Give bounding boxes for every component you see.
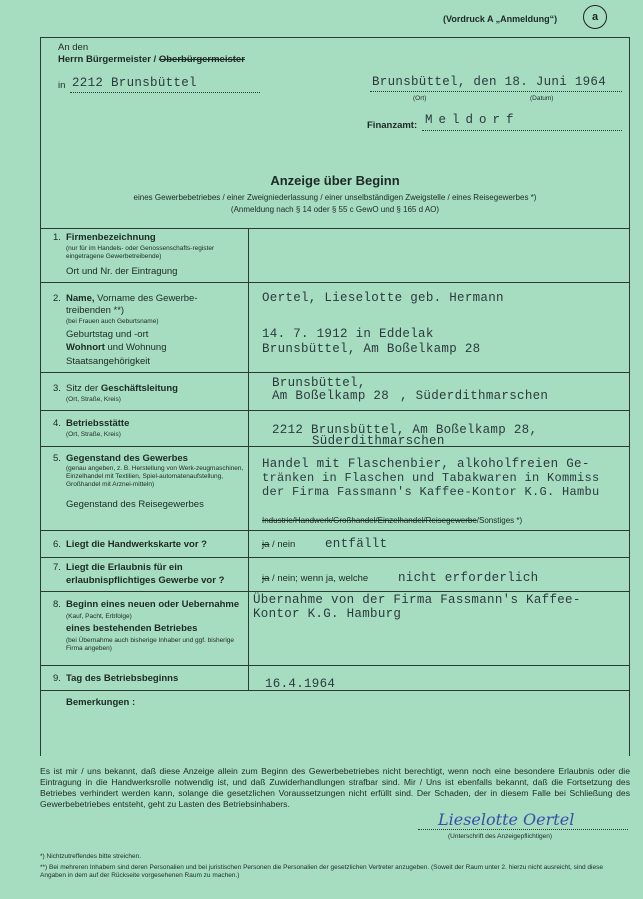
row2-number: 2.	[53, 293, 61, 304]
row9-value: 16.4.1964	[265, 677, 336, 691]
row6-number: 6.	[53, 539, 61, 550]
row5-number: 5.	[53, 453, 61, 464]
row5-value-2: tränken in Flaschen und Tabakwaren in Kommiss	[262, 471, 600, 485]
row1-note: (nur für im Handels- oder Genossenschafts-register eingetragene Gewerbetreibende)	[66, 245, 215, 260]
signature-caption: (Unterschrift des Anzeigepflichtigen)	[448, 833, 553, 840]
row4-value-1: 2212 Brunsbüttel, Am Boßelkamp 28,	[272, 423, 538, 437]
row3-label: Sitz der Geschäftsleitung	[66, 383, 178, 394]
grid-line	[40, 557, 630, 558]
declaration-text: Es ist mir / uns bekannt, daß diese Anzeige allein zum Beginn des Gewerbebetriebes nicht berechtigt, wenn noch eine besondere Erlaubnis oder die Eintragung in die Handwerksrolle notwendig ist, und daß Zuwiderhandlungen strafbar sind. Mir / Uns ist ebenfalls bekannt, daß die Fortsetzung des Betriebes verhindert werden kann, solange die gesetzlichen Voraussetzungen nicht erfüllt sind. Der Schaden, der in diesem Falle bei Schließung des Gewerbebetriebes entsteht, geht zu Lasten des Betriebsinhabers.	[40, 766, 630, 809]
grid-line	[40, 410, 630, 411]
row2-sub1: Geburtstag und -ort	[66, 329, 149, 340]
row2-note: (bei Frauen auch Geburtsname)	[66, 318, 159, 325]
row3-note: (Ort, Straße, Kreis)	[66, 396, 121, 403]
signature-line	[418, 829, 628, 830]
finanzamt-value: Meldorf	[425, 113, 520, 127]
form-subtitle-2: (Anmeldung nach § 14 oder § 55 c GewO und § 165 d AO)	[230, 205, 440, 214]
recipient-label	[58, 54, 245, 66]
row5-label: Gegenstand des Gewerbes	[66, 453, 188, 464]
row7-value: nicht erforderlich	[398, 571, 539, 585]
form-title: Anzeige über Beginn	[270, 173, 400, 188]
signature: Lieselotte Oertel	[438, 810, 575, 829]
row2-sub3: Staatsangehörigkeit	[66, 356, 150, 367]
footnote-1: *) Nichtzutreffendes bitte streichen.	[40, 853, 142, 860]
column-divider	[248, 228, 249, 690]
row4-note: (Ort, Straße, Kreis)	[66, 431, 121, 438]
row5-categories: Industrie/Handwerk/Großhandel/Einzelhandel/Reisegewerbe/Sonstiges *)	[262, 516, 523, 525]
row3-value-1: Brunsbüttel,	[272, 376, 366, 390]
place-date-value: Brunsbüttel, den 18. Juni 1964	[372, 75, 607, 89]
form-variant-label: (Vordruck A „Anmeldung“)	[443, 14, 558, 24]
row6-value: entfällt	[325, 537, 388, 551]
row5-value-3: der Firma Fassmann's Kaffee-Kontor K.G. Hambu	[262, 485, 600, 499]
grid-line	[40, 282, 630, 283]
in-label: in	[58, 80, 66, 91]
row2-label: Name, Vorname des Gewerbe-treibenden **)	[66, 293, 198, 316]
row7-label-1: Liegt die Erlaubnis für ein	[66, 562, 183, 573]
grid-line	[40, 372, 630, 373]
grid-line	[40, 591, 630, 592]
recipient-struck: Oberbürgermeister	[158, 54, 245, 65]
row1-number: 1.	[53, 232, 61, 243]
row2-residence-value: Brunsbüttel, Am Boßelkamp 28	[262, 342, 481, 356]
row9-number: 9.	[53, 673, 61, 684]
finanzamt-line	[422, 130, 622, 131]
place-date-line	[370, 91, 622, 92]
grid-line	[40, 530, 630, 531]
row5-value-1: Handel mit Flaschenbier, alkoholfreien Ge-	[262, 457, 590, 471]
recipient-prefix: Herrn Bürgermeister /	[58, 54, 159, 65]
row6-label: Liegt die Handwerkskarte vor ?	[66, 539, 207, 550]
row4-value-2: Süderdithmarschen	[312, 434, 445, 448]
row5-note: (genau angeben, z. B. Herstellung von Werk-zeugmaschinen, Einzelhandel mit Textilien, Spiel-automatenaufstellung, Großhandel mit Arznei-mitteln)	[66, 465, 244, 488]
ort-label: (Ort)	[413, 95, 427, 102]
in-line	[70, 92, 260, 93]
grid-line	[40, 665, 630, 666]
row1-sub: Ort und Nr. der Eintragung	[66, 266, 178, 277]
row2-name-value: Oertel, Lieselotte geb. Hermann	[262, 291, 504, 305]
row4-number: 4.	[53, 418, 61, 429]
row8-value-1: Übernahme von der Firma Fassmann's Kaffee-	[253, 593, 581, 607]
row8-note-2: (bei Übernahme auch bisherige Inhaber und ggf. bisherige Firma angeben)	[66, 637, 235, 652]
row6-options: ja / nein	[262, 539, 296, 550]
row9-label: Tag des Betriebsbeginns	[66, 673, 179, 684]
in-value: 2212 Brunsbüttel	[72, 76, 197, 90]
finanzamt-label: Finanzamt:	[367, 120, 418, 131]
row8-note-1: (Kauf, Pacht, Erbfolge)	[66, 613, 132, 620]
row7-number: 7.	[53, 562, 61, 573]
row2-sub2: Wohnort und Wohnung	[66, 342, 167, 353]
form-subtitle-1: eines Gewerbebetriebes / einer Zweigniederlassung / einer unselbständigen Zweigstelle / eines Reisegewerbes *)	[133, 193, 537, 202]
row3-number: 3.	[53, 383, 61, 394]
row1-label: Firmenbezeichnung	[66, 232, 156, 243]
form-variant-circle: a	[583, 5, 607, 29]
row2-birth-value: 14. 7. 1912 in Eddelak	[262, 327, 434, 341]
remarks-label: Bemerkungen :	[66, 697, 136, 708]
row7-label-2: erlaubnispflichtiges Gewerbe vor ?	[66, 575, 225, 586]
row4-label: Betriebsstätte	[66, 418, 130, 429]
row3-value-2: Am Boßelkamp 28	[272, 389, 390, 403]
grid-line	[40, 228, 630, 229]
row8-value-2: Kontor K.G. Hamburg	[253, 607, 402, 621]
row8-label-1: Beginn eines neuen oder Uebernahme	[66, 599, 240, 610]
row3-value-3: , Süderdithmarschen	[400, 389, 549, 403]
datum-label: (Datum)	[530, 95, 554, 102]
row8-number: 8.	[53, 599, 61, 610]
row7-options: ja / nein; wenn ja, welche	[262, 573, 369, 584]
row5-sub: Gegenstand des Reisegewerbes	[66, 499, 204, 510]
footnote-2: **) Bei mehreren Inhabern sind deren Personalien und bei juristischen Personen die Personalien der gesetzlichen Vertreter anzugeben. (Soweit der Raum unter 2. hierzu nicht ausreicht, sind diese Angaben in dem auf der Rückseite vorgesehenen Raum zu machen.)	[40, 864, 603, 879]
row8-label-2: eines bestehenden Betriebes	[66, 623, 198, 634]
an-den-label: An den	[58, 42, 89, 53]
